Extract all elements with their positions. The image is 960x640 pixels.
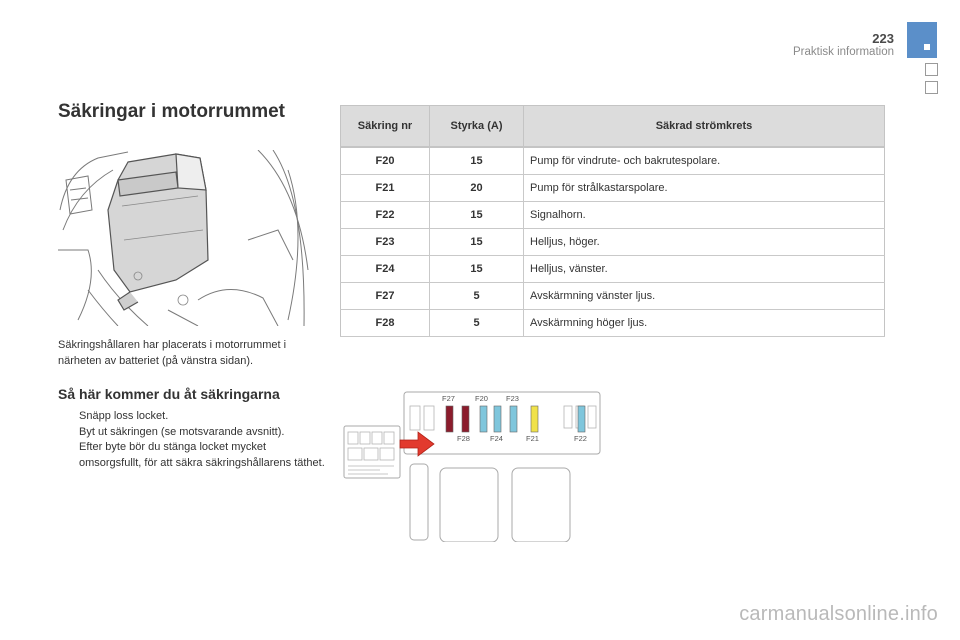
section-subtitle: Så här kommer du åt säkringarna [58, 386, 280, 402]
fuse-f28-icon [462, 406, 469, 432]
fuse-label: F24 [490, 434, 503, 443]
fuse-circuit: Avskärmning vänster ljus. [524, 283, 885, 310]
fuse-amps: 15 [430, 147, 524, 175]
watermark: carmanualsonline.info [739, 603, 938, 625]
fuse-amps: 5 [430, 310, 524, 337]
page-number: 223 [872, 31, 894, 46]
fuse-amps: 15 [430, 229, 524, 256]
fuse-f24-icon [494, 406, 501, 432]
fuse-amps: 20 [430, 175, 524, 202]
fuse-number: F21 [341, 175, 430, 202]
fuse-circuit: Helljus, höger. [524, 229, 885, 256]
table-header-row [341, 106, 885, 148]
step-text: Efter byte bör du stänga locket mycket omsorgsfullt, för att säkra säkringshållarens täthet. [79, 441, 325, 469]
step-item [58, 409, 328, 425]
section-label: Praktisk information [793, 46, 894, 58]
column-header-circuit: Säkrad strömkrets [524, 106, 885, 148]
fuse-circuit: Helljus, vänster. [524, 256, 885, 283]
fuse-amps: 5 [430, 283, 524, 310]
fuse-label: F21 [526, 434, 539, 443]
fuse-circuit: Signalhorn. [524, 202, 885, 229]
step-item [58, 440, 328, 471]
fuse-f21-icon [531, 406, 538, 432]
fuse-number: F23 [341, 229, 430, 256]
fuse-circuit: Pump för vindrute- och bakrutespolare. [524, 147, 885, 175]
fuse-number: F27 [341, 283, 430, 310]
fuse-label: F22 [574, 434, 587, 443]
fuse-table [340, 105, 885, 337]
table-row [341, 283, 885, 310]
table-row [341, 147, 885, 175]
table-row [341, 175, 885, 202]
fuse-label: F23 [506, 394, 519, 403]
fuse-f27-icon [446, 406, 453, 432]
arrow-icon [400, 432, 434, 456]
fuse-f23-icon [510, 406, 517, 432]
step-text: Byt ut säkringen (se motsvarande avsnitt). [79, 425, 285, 438]
fuse-label: F28 [457, 434, 470, 443]
table-row [341, 229, 885, 256]
fuse-f20-icon [480, 406, 487, 432]
intro-text: Säkringshållaren har placerats i motorrummet i närheten av batteriet (på vänstra sidan). [58, 339, 287, 367]
chapter-nav-box [925, 81, 938, 94]
fuse-number: F22 [341, 202, 430, 229]
step-item [58, 425, 328, 441]
table-row [341, 202, 885, 229]
fusebox-diagram [340, 386, 620, 542]
fuse-amps: 15 [430, 202, 524, 229]
table-row [341, 310, 885, 337]
column-header-amps: Styrka (A) [430, 106, 524, 148]
fuse-circuit: Avskärmning höger ljus. [524, 310, 885, 337]
engine-compartment-illustration [58, 150, 310, 326]
chapter-tab-marker [924, 44, 930, 50]
fuse-amps: 15 [430, 256, 524, 283]
chapter-tab [907, 22, 937, 58]
step-text: Snäpp loss locket. [79, 410, 169, 422]
fuse-number: F20 [341, 147, 430, 175]
fuse-number: F28 [341, 310, 430, 337]
fuse-circuit: Pump för strålkastarspolare. [524, 175, 885, 202]
page-title: Säkringar i motorrummet [58, 101, 285, 122]
table-row [341, 256, 885, 283]
fuse-number: F24 [341, 256, 430, 283]
fuse-label: F20 [475, 394, 488, 403]
chapter-nav-box [925, 63, 938, 76]
fuse-f22-icon [578, 406, 585, 432]
column-header-fuse: Säkring nr [341, 106, 430, 148]
steps-list [58, 409, 328, 471]
fuse-label: F27 [442, 394, 455, 403]
